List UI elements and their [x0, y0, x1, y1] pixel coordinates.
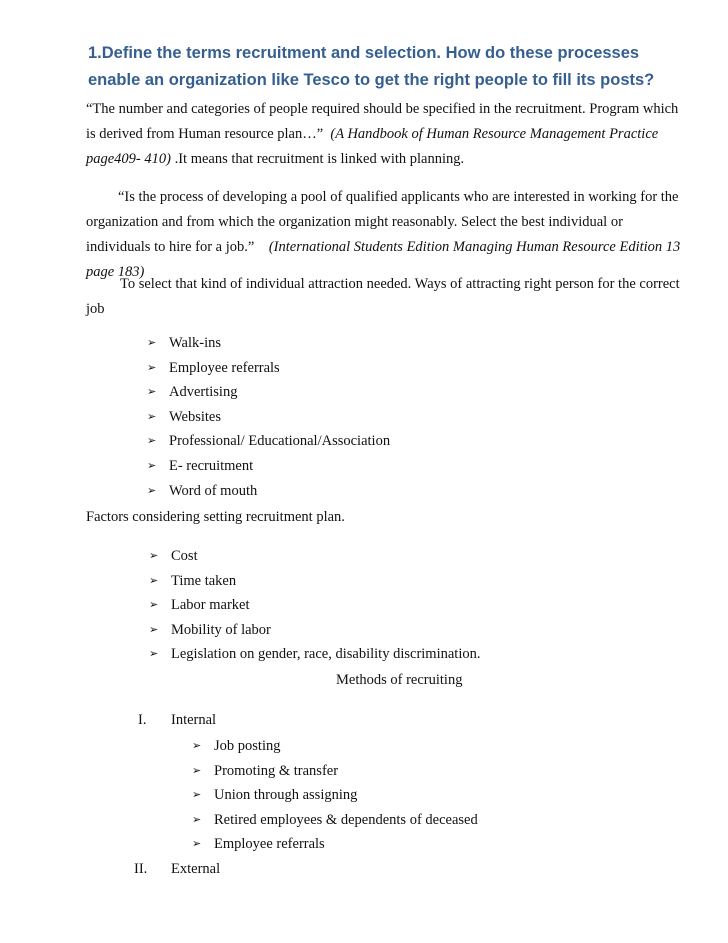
- arrow-bullet-icon: ➢: [147, 360, 157, 374]
- arrow-bullet-icon: ➢: [147, 483, 157, 497]
- factors-title: Factors considering setting recruitment plan.: [86, 509, 345, 525]
- attraction-paragraph: To select that kind of individual attraction needed. Ways of attracting right person for the correct job: [86, 276, 680, 317]
- internal-label: Internal: [171, 712, 217, 728]
- list-item: ➢ E- recruitment: [147, 454, 390, 479]
- arrow-bullet-icon: ➢: [147, 336, 157, 349]
- internal-methods-list: [192, 734, 478, 857]
- arrow-bullet-icon: ➢: [192, 837, 202, 851]
- arrow-bullet-icon: ➢: [147, 385, 157, 399]
- list-item: ➢ Employee referrals: [147, 356, 390, 381]
- question-heading: 1.Define the terms recruitment and selection. How do these processes enable an organization like Tesco to get the right people to fill its posts?: [88, 44, 655, 89]
- arrow-bullet-icon: ➢: [149, 573, 159, 587]
- external-label: External: [171, 861, 221, 877]
- arrow-bullet-icon: ➢: [147, 409, 157, 423]
- methods-title: Methods of recruiting: [336, 672, 463, 688]
- arrow-bullet-icon: ➢: [192, 763, 202, 777]
- selection-definition-paragraph: [86, 185, 686, 285]
- list-item: ➢ Retired employees & dependents of deceased: [192, 808, 478, 833]
- arrow-bullet-icon: ➢: [149, 647, 159, 661]
- arrow-bullet-icon: ➢: [147, 458, 157, 472]
- list-item: ➢ Cost: [149, 544, 480, 569]
- arrow-bullet-icon: ➢: [192, 788, 202, 802]
- arrow-bullet-icon: ➢: [192, 739, 202, 752]
- list-item: ➢ Professional/ Educational/Association: [147, 429, 390, 454]
- list-item: ➢ Legislation on gender, race, disability discrimination.: [149, 642, 480, 667]
- list-item: ➢ Promoting & transfer: [192, 759, 478, 784]
- handbook-quote: “The number and categories of people required should be specified in the recruitment. Program which is derived from Human resource plan…”: [86, 101, 679, 142]
- list-item: ➢ Union through assigning: [192, 783, 478, 808]
- list-item: ➢ Job posting: [192, 734, 478, 759]
- arrow-bullet-icon: ➢: [149, 622, 159, 636]
- arrow-bullet-icon: ➢: [147, 434, 157, 448]
- selection-quote: “Is the process of developing a pool of qualified applicants who are interested in working for the organization and from which the organization might reasonably. Select the best individual or individuals to hire for a job.”: [86, 189, 679, 255]
- list-item: ➢ Employee referrals: [192, 832, 478, 857]
- external-numeral: II.: [134, 861, 148, 877]
- list-item: ➢ Mobility of labor: [149, 618, 480, 643]
- attraction-methods-list: [147, 331, 390, 503]
- factors-list: [149, 544, 480, 667]
- recruitment-definition-paragraph: [86, 97, 686, 172]
- arrow-bullet-icon: ➢: [149, 549, 159, 562]
- list-item: ➢ Time taken: [149, 569, 480, 594]
- planning-link-sentence: .It means that recruitment is linked with planning.: [174, 151, 465, 167]
- handbook-citation: (A Handbook of Human Resource Management Practice page409- 410): [86, 126, 659, 167]
- arrow-bullet-icon: ➢: [192, 812, 202, 826]
- list-item: ➢ Websites: [147, 405, 390, 430]
- list-item: ➢ Word of mouth: [147, 479, 390, 504]
- internal-numeral: I.: [138, 712, 147, 728]
- list-item: ➢ Labor market: [149, 593, 480, 618]
- selection-citation: (International Students Edition Managing Human Resource Edition 13 page 183): [86, 239, 681, 280]
- arrow-bullet-icon: ➢: [149, 598, 159, 612]
- list-item: ➢ Advertising: [147, 380, 390, 405]
- list-item: ➢ Walk-ins: [147, 331, 390, 356]
